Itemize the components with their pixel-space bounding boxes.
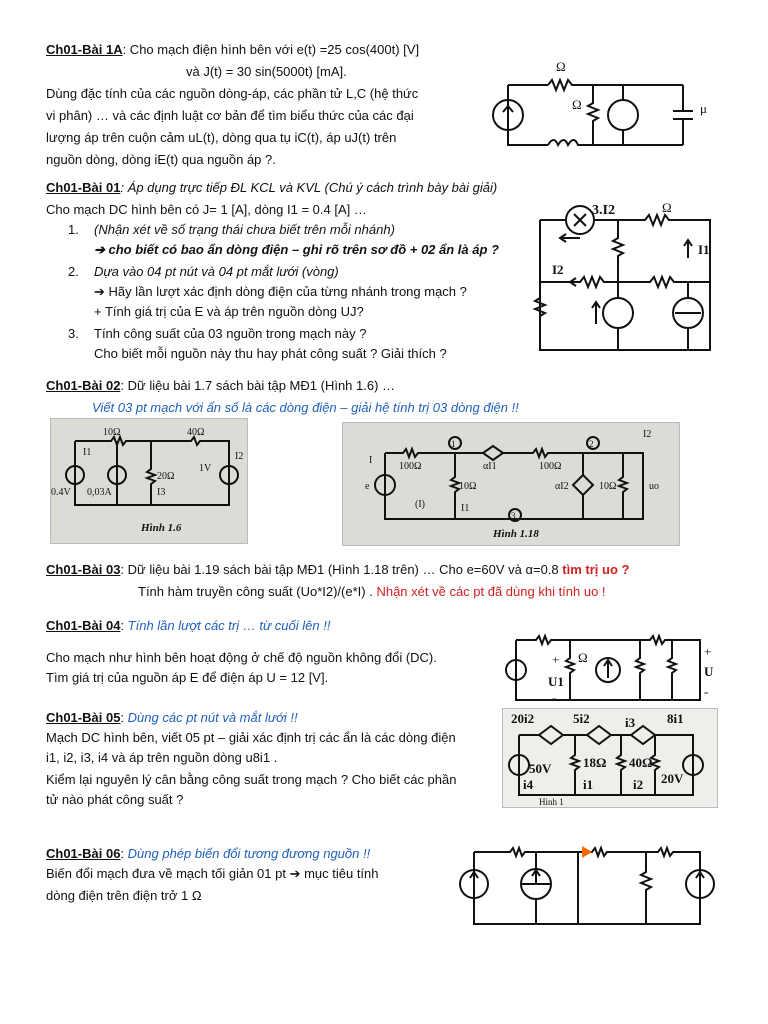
problem-1a-line3: Dùng đặc tính của các nguồn dòng-áp, các phần tử L,C (hệ thức	[46, 86, 419, 101]
problem-04-hint: Tính lần lượt các trị … từ cuối lên !!	[127, 618, 331, 633]
problem-01-line1: : Áp dụng trực tiếp ĐL KCL và KVL (Chú ý cách trình bày bài giải)	[120, 180, 498, 195]
figure-hinh-1	[502, 708, 718, 808]
circuit-04-r: Ω	[578, 650, 588, 665]
problem-01-item3b: Cho biết mỗi nguồn này thu hay phát công suất ? Giải thích ?	[94, 346, 447, 361]
problem-1a-line6: nguồn dòng, dòng iE(t) qua nguồn áp ?.	[46, 152, 276, 167]
hinh-1-s2: 5i2	[573, 711, 590, 726]
figure-1-18-i1: I1	[461, 503, 470, 514]
figure-1-18-node1: 1	[451, 439, 456, 449]
problem-04-line1: Cho mạch như hình bên hoạt động ở chế độ nguồn không đổi (DC).	[46, 650, 437, 665]
hinh-1-i3: i3	[625, 715, 636, 730]
circuit-04-u: U	[704, 664, 714, 679]
figure-1-18	[342, 422, 680, 546]
hinh-1-s1: 20i2	[511, 711, 535, 726]
hinh-1-v2: 20V	[661, 771, 684, 786]
figure-1-18-i: I	[369, 455, 373, 466]
circuit-06	[458, 844, 718, 928]
hinh-1-i2: i2	[633, 777, 644, 792]
problem-1a-line1: : Cho mạch điện hình bên với e(t) =25 cos(400t) [V]	[122, 42, 420, 57]
problem-02-line1: : Dữ liệu bài 1.7 sách bài tập MĐ1 (Hình 1.6) …	[120, 378, 396, 393]
circuit-01-i1-label: I1	[698, 242, 710, 257]
figure-1-6-j: 0,03A	[87, 487, 112, 498]
hinh-1-s3: 8i1	[667, 711, 684, 726]
problem-1a-line5: lượng áp trên cuộn cảm uL(t), dòng qua tụ iC(t), áp uJ(t) trên	[46, 130, 397, 145]
problem-01-item2c: + Tính giá trị của E và áp trên nguồn dòng UJ?	[94, 304, 364, 319]
circuit-04-u1: U1	[548, 674, 564, 689]
figure-1-6-i1: I1	[83, 447, 92, 458]
figure-1-18-node2: 2	[589, 439, 594, 449]
problem-03-line1-red: tìm trị uo ?	[562, 562, 630, 577]
problem-01-item2: Dựa vào 04 pt nút và 04 pt mắt lưới (vòng)	[94, 264, 339, 279]
figure-1-6-v1: 0.4V	[51, 487, 71, 498]
circuit-01-i2-label: I2	[552, 262, 564, 277]
problem-04-line2: Tìm giá trị của nguồn áp E để điện áp U = 12 [V].	[46, 670, 329, 685]
problem-02-heading: Ch01-Bài 02	[46, 378, 121, 393]
problem-01-item1-num: 1.	[68, 222, 79, 237]
figure-1-18-a1: αI1	[483, 461, 497, 472]
circuit-1a	[488, 55, 718, 165]
problem-02-line2: Viết 03 pt mạch với ẩn số là các dòng điện – giải hệ tính trị 03 dòng điện !!	[92, 400, 519, 415]
problem-01-item1: (Nhận xét về số trạng thái chưa biết trên mỗi nhánh)	[94, 222, 395, 237]
problem-1a-heading: Ch01-Bài 1A	[46, 42, 123, 57]
figure-1-6-r3: 20Ω	[157, 471, 175, 482]
problem-03-line1: : Dữ liệu bài 1.19 sách bài tập MĐ1 (Hình 1.18 trên) … Cho e=60V và α=0.8	[120, 562, 559, 577]
figure-1-18-uo: uo	[649, 481, 659, 492]
problem-06-line2: dòng điện trên điện trở 1 Ω	[46, 888, 202, 903]
figure-1-6-caption: Hình 1.6	[141, 522, 182, 534]
problem-01-heading: Ch01-Bài 01	[46, 180, 121, 195]
figure-1-18-r3: 10Ω	[459, 481, 477, 492]
problem-01-item2-num: 2.	[68, 264, 79, 279]
problem-03-heading: Ch01-Bài 03	[46, 562, 121, 577]
hinh-1-r1: 18Ω	[583, 755, 607, 770]
hinh-1-caption: Hình 1	[539, 797, 564, 807]
problem-1a-line2: và J(t) = 30 sin(5000t) [mA].	[186, 64, 347, 79]
figure-1-18-r4: 10Ω	[599, 481, 617, 492]
figure-1-6-r2: 40Ω	[187, 427, 205, 438]
circuit-01-source-label: 3.I2	[592, 203, 615, 218]
circuit-01-r-label: Ω	[662, 200, 672, 215]
figure-1-18-r1: 100Ω	[399, 461, 422, 472]
problem-05-line3: Kiểm lại nguyên lý cân bằng công suất trong mạch ? Cho biết các phần	[46, 772, 457, 787]
problem-06-line1: Biến đổi mạch đưa về mạch tối giản 01 pt ➔ mục tiêu tính	[46, 866, 379, 881]
problem-01-item1b: ➔ cho biết có bao ẩn dòng điện – ghi rõ trên sơ đồ + 02 ẩn là áp ?	[94, 242, 499, 257]
circuit-04	[500, 626, 720, 704]
hinh-1-i4: i4	[523, 777, 534, 792]
figure-1-6-i3: I3	[157, 487, 166, 498]
figure-1-18-r2: 100Ω	[539, 461, 562, 472]
problem-06-heading: Ch01-Bài 06	[46, 846, 121, 861]
circuit-1a-c-label: μ	[700, 101, 707, 116]
problem-05-line4: tử nào phát công suất ?	[46, 792, 184, 807]
figure-1-18-loop: (I)	[415, 499, 425, 510]
problem-03-line2-red: Nhận xét về các pt đã dùng khi tính uo !	[376, 584, 606, 599]
problem-05-heading: Ch01-Bài 05	[46, 710, 121, 725]
hinh-1-r2: 40Ω	[629, 755, 653, 770]
figure-1-6-r1: 10Ω	[103, 427, 121, 438]
hinh-1-v1: 50V	[529, 761, 552, 776]
problem-03-line2: Tính hàm truyền công suất (Uo*I2)/(e*I) .	[138, 584, 373, 599]
problem-05-line2: i1, i2, i3, i4 và áp trên nguồn dòng u8i1 .	[46, 750, 278, 765]
circuit-04-minus2: -	[704, 684, 709, 699]
figure-1-6-v2: 1V	[199, 463, 212, 474]
circuit-1a-r1-label: Ω	[556, 59, 566, 74]
problem-01-item3: Tính công suất của 03 nguồn trong mạch này ?	[94, 326, 367, 341]
figure-1-18-caption: Hình 1.18	[493, 528, 539, 540]
problem-01-item2b: ➔ Hãy lần lượt xác định dòng điện của từng nhánh trong mạch ?	[94, 284, 467, 299]
problem-05-line1: Mạch DC hình bên, viết 05 pt – giải xác định trị các ẩn là các dòng điện	[46, 730, 456, 745]
circuit-01	[540, 198, 720, 354]
circuit-04-minus1: -	[552, 690, 557, 705]
figure-1-18-node3: 3	[511, 511, 516, 521]
figure-1-6	[50, 418, 248, 544]
problem-06-hint: Dùng phép biến đổi tương đương nguồn !!	[127, 846, 371, 861]
problem-05-hint: Dùng các pt nút và mắt lưới !!	[127, 710, 298, 725]
problem-01-line2: Cho mạch DC hình bên có J= 1 [A], dòng I1 = 0.4 [A] …	[46, 202, 367, 217]
problem-04-heading: Ch01-Bài 04	[46, 618, 121, 633]
circuit-04-plus2: +	[704, 644, 712, 659]
figure-1-18-a2: αI2	[555, 481, 569, 492]
problem-01-item3-num: 3.	[68, 326, 79, 341]
circuit-04-plus1: +	[552, 652, 560, 667]
figure-1-6-i2: I2	[235, 451, 244, 462]
problem-1a-line4: vi phân) … và các định luật cơ bản để tìm biểu thức của các đại	[46, 108, 414, 123]
hinh-1-i1: i1	[583, 777, 594, 792]
circuit-1a-r2-label: Ω	[572, 97, 582, 112]
figure-1-18-e: e	[365, 481, 370, 492]
figure-1-18-i2: I2	[643, 429, 652, 440]
